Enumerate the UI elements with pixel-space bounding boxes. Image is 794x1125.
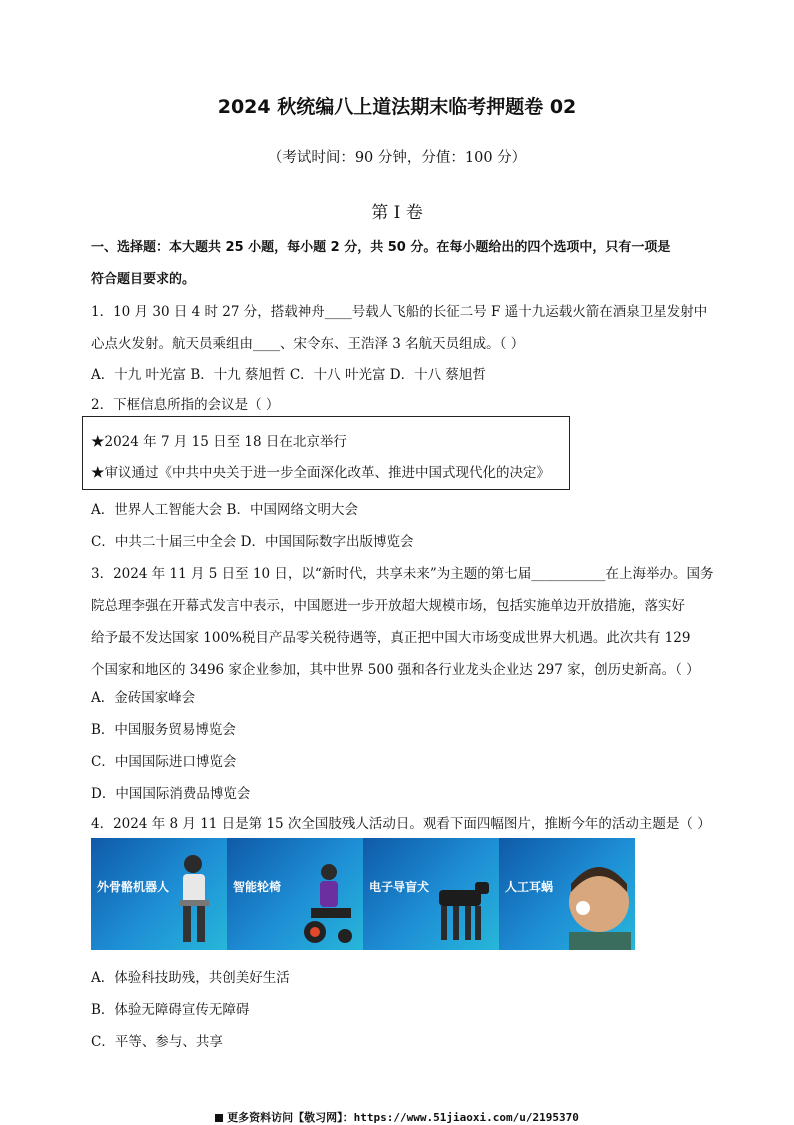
- q4-panel-exoskeleton: [91, 838, 227, 950]
- panel-title: 外骨骼机器人: [97, 880, 170, 894]
- q4-image-strip: [91, 838, 635, 950]
- q1-stem-cont: 心点火发射。航天员乘组由____、宋令东、王浩泽 3 名航天员组成。（ ）: [91, 336, 525, 352]
- exoskeleton-figure-icon: [153, 850, 223, 950]
- section-heading: 一、选择题：本大题共 25 小题，每小题 2 分，共 50 分。在每小题给出的四个选项中，只有一项是: [91, 240, 671, 255]
- q4-panel-guide-dog: [363, 838, 499, 950]
- q1-stem: 1．10 月 30 日 4 时 27 分，搭载神舟____号载人飞船的长征二号 F 遥十九运载火箭在酒泉卫星发射中: [91, 304, 708, 320]
- q2-options: C．中共二十届三中全会 D．中国国际数字出版博览会: [91, 534, 414, 550]
- wheelchair-figure-icon: [289, 850, 359, 950]
- q4-option-c: C．平等、参与、共享: [91, 1034, 223, 1050]
- q4-panel-cochlear: [499, 838, 635, 950]
- footer-link[interactable]: [0, 1109, 794, 1125]
- q2-stem: 2．下框信息所指的会议是（ ）: [91, 397, 280, 413]
- q4-option-a: A．体验科技助残，共创美好生活: [91, 970, 290, 986]
- q3-stem-cont: 院总理李强在开幕式发言中表示，中国愿进一步开放超大规模市场，包括实施单边开放措施，落实好: [91, 598, 685, 614]
- q4-panel-wheelchair: [227, 838, 363, 950]
- q3-stem-cont: 个国家和地区的 3496 家企业参加，其中世界 500 强和各行业龙头企业达 297 家，创历史新高。（ ）: [91, 662, 700, 678]
- q3-option-a: A．金砖国家峰会: [91, 690, 196, 706]
- q2-info-box: [82, 416, 570, 490]
- child-cochlear-implant-icon: [561, 850, 631, 950]
- panel-title: 智能轮椅: [233, 880, 282, 894]
- q3-option-c: C．中国国际进口博览会: [91, 754, 237, 770]
- flag-icon: [215, 1114, 223, 1122]
- q4-stem: 4．2024 年 8 月 11 日是第 15 次全国肢残人活动日。观看下面四幅图片，推断今年的活动主题是（ ）: [91, 816, 711, 832]
- q1-options: A．十九 叶光富 B．十九 蔡旭哲 C．十八 叶光富 D．十八 蔡旭哲: [91, 367, 486, 383]
- exam-info: （考试时间：90 分钟，分值：100 分）: [267, 150, 527, 166]
- footer-text: 更多资料访问【敬习网】：https://www.51jiaoxi.com/u/2195370: [227, 1111, 579, 1124]
- panel-title: 人工耳蜗: [505, 880, 554, 894]
- q3-option-d: D．中国国际消费品博览会: [91, 786, 251, 802]
- q2-options: A．世界人工智能大会 B．中国网络文明大会: [91, 502, 358, 518]
- part-heading: 第 I 卷: [371, 203, 423, 223]
- page-title: 2024 秋统编八上道法期末临考押题卷 02: [217, 96, 577, 118]
- q2-box-line: ★审议通过《中共中央关于进一步全面深化改革、推进中国式现代化的决定》: [91, 465, 550, 481]
- q2-box-line: ★2024 年 7 月 15 日至 18 日在北京举行: [91, 434, 347, 450]
- q3-stem: 3．2024 年 11 月 5 日至 10 日，以“新时代，共享未来”为主题的第七届___________在上海举办。国务: [91, 566, 714, 582]
- q3-option-b: B．中国服务贸易博览会: [91, 722, 236, 738]
- section-heading-cont: 符合题目要求的。: [91, 272, 196, 287]
- robot-dog-figure-icon: [425, 850, 495, 950]
- q4-option-b: B．体验无障碍宣传无障碍: [91, 1002, 250, 1018]
- q3-stem-cont: 给予最不发达国家 100%税目产品零关税待遇等，真正把中国大市场变成世界大机遇。此次共有 129: [91, 630, 691, 646]
- panel-title: 电子导盲犬: [369, 880, 430, 894]
